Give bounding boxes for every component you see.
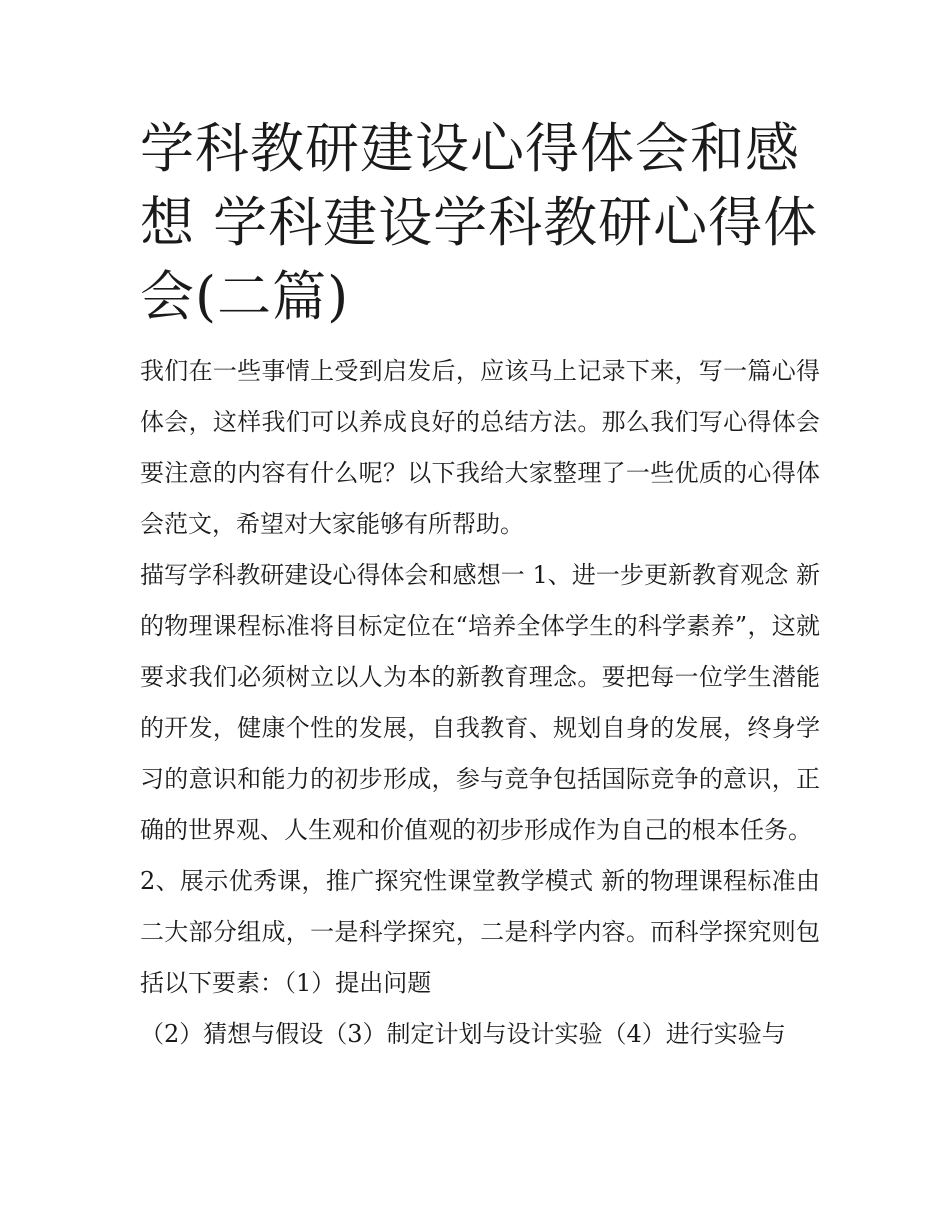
section-two-continued-paragraph: （2）猜想与假设（3）制定计划与设计实验（4）进行实验与 xyxy=(140,1020,786,1048)
section-two-paragraph: 2、展示优秀课，推广探究性课堂教学模式 新的物理课程标准由二大部分组成，一是科学探究，二是科学内容。而科学探究则包括以下要素：（1）提出问题 xyxy=(140,867,820,997)
document-title: 学科教研建设心得体会和感想 学科建设学科教研心得体会(二篇) xyxy=(140,117,819,328)
document-page xyxy=(140,112,820,1060)
intro-paragraph: 我们在一些事情上受到启发后，应该马上记录下来，写一篇心得体会，这样我们可以养成良好的总结方法。那么我们写心得体会要注意的内容有什么呢？以下我给大家整理了一些优质的心得体会范文，希望对大家能够有所帮助。 xyxy=(140,357,820,538)
section-one-paragraph: 描写学科教研建设心得体会和感想一 1、进一步更新教育观念 新的物理课程标准将目标定位在“培养全体学生的科学素养”，这就要求我们必须树立以人为本的新教育理念。要把每一位学生潜能的开发，健康个性的发展，自我教育、规划自身的发展，终身学习的意识和能力的初步形成，参与竞争包括国际竞争的意识，正确的世界观、人生观和价值观的初步形成作为自己的根本任务。 xyxy=(140,561,820,844)
